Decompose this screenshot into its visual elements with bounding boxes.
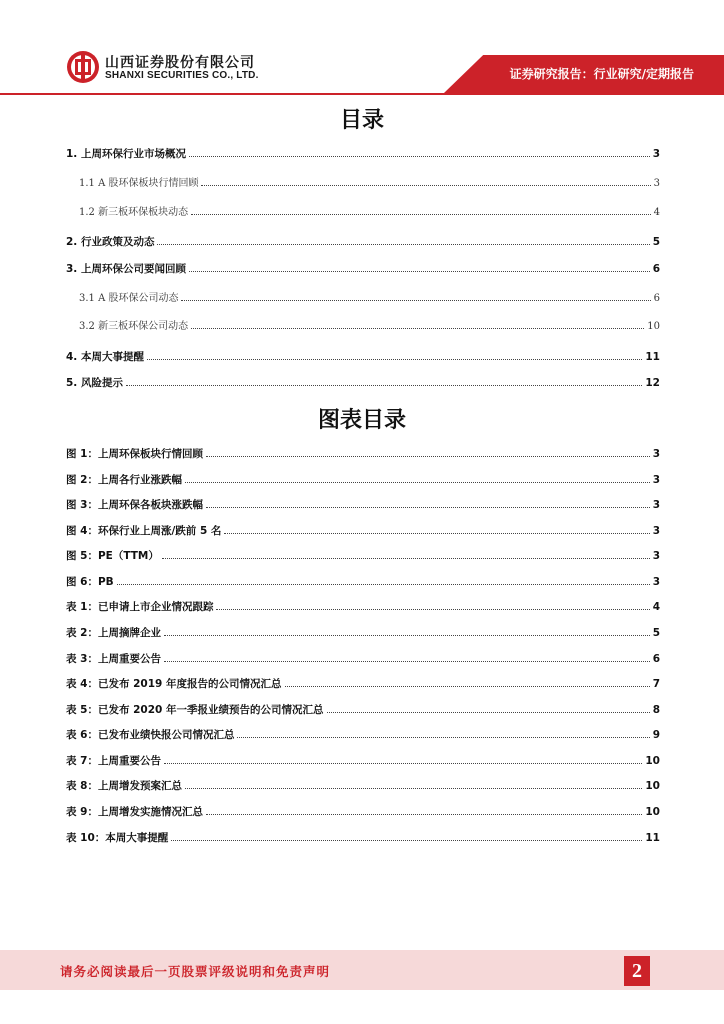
figure-item[interactable]: [66, 702, 660, 718]
toc-item-label: 3.1 A 股环保公司动态: [79, 293, 179, 304]
figure-item-page: 10: [645, 780, 660, 792]
brand-name-en: SHANXI SECURITIES CO., LTD.: [105, 70, 259, 81]
toc-leader-dots: [237, 727, 649, 738]
figure-item[interactable]: [66, 497, 660, 513]
figure-item[interactable]: [66, 625, 660, 641]
figure-item[interactable]: [66, 804, 660, 820]
toc-item-label: 1.2 新三板环保板块动态: [79, 207, 189, 218]
company-logo-icon: [66, 50, 100, 84]
toc-title: 目录: [339, 108, 384, 133]
toc-leader-dots: [191, 204, 651, 215]
figures-title: 图表目录: [317, 408, 406, 433]
toc-item[interactable]: [79, 290, 660, 306]
figure-item-label: 图 1：上周环保板块行情回顾: [66, 448, 203, 460]
figure-item[interactable]: [66, 676, 660, 692]
toc-leader-dots: [164, 753, 642, 764]
footer-disclaimer: 请务必阅读最后一页股票评级说明和免责声明: [60, 964, 331, 979]
figure-item-page: 8: [652, 704, 660, 716]
figure-item-page: 4: [652, 601, 660, 613]
header-divider: [0, 93, 724, 95]
toc-leader-dots: [201, 175, 650, 186]
figure-item-label: 表 8：上周增发预案汇总: [66, 780, 182, 792]
figure-item-page: 3: [652, 499, 660, 511]
toc-leader-dots: [206, 497, 650, 508]
figure-item-label: 表 9：上周增发实施情况汇总: [66, 806, 203, 818]
toc-item[interactable]: [79, 318, 660, 334]
toc-leader-dots: [181, 290, 650, 301]
figure-item-page: 3: [652, 525, 660, 537]
toc-item-page: 6: [652, 263, 660, 275]
figure-item-page: 3: [652, 474, 660, 486]
toc-item-page: 11: [645, 351, 660, 363]
figure-item-page: 3: [652, 576, 660, 588]
figure-item-label: 表 5：已发布 2020 年一季报业绩预告的公司情况汇总: [66, 704, 324, 716]
figure-item-page: 3: [652, 448, 660, 460]
toc-item-page: 3: [653, 178, 660, 189]
toc-item[interactable]: [66, 146, 660, 162]
page-header: [0, 0, 724, 100]
toc-item-label: 2. 行业政策及动态: [66, 236, 155, 248]
toc-leader-dots: [147, 349, 642, 360]
figure-item[interactable]: [66, 574, 660, 590]
toc-leader-dots: [327, 702, 650, 713]
toc-leader-dots: [216, 599, 649, 610]
figure-item[interactable]: [66, 446, 660, 462]
toc-leader-dots: [285, 676, 650, 687]
toc-item-label: 5. 风险提示: [66, 377, 123, 389]
figure-item[interactable]: [66, 523, 660, 539]
brand-name-cn: 山西证券股份有限公司: [105, 55, 255, 71]
toc-leader-dots: [189, 261, 650, 272]
figure-item[interactable]: [66, 753, 660, 769]
figure-item-label: 表 4：已发布 2019 年度报告的公司情况汇总: [66, 678, 282, 690]
toc-item-label: 1. 上周环保行业市场概况: [66, 148, 186, 160]
figure-item[interactable]: [66, 651, 660, 667]
toc-item[interactable]: [66, 261, 660, 277]
toc-leader-dots: [206, 446, 650, 457]
toc-leader-dots: [164, 625, 650, 636]
toc-item-label: 3.2 新三板环保公司动态: [79, 321, 189, 332]
figure-item[interactable]: [66, 727, 660, 743]
toc-leader-dots: [185, 472, 650, 483]
toc-item[interactable]: [66, 375, 660, 391]
figure-item[interactable]: [66, 548, 660, 564]
figure-item-label: 表 7：上周重要公告: [66, 755, 161, 767]
toc-item-label: 3. 上周环保公司要闻回顾: [66, 263, 186, 275]
figure-item[interactable]: [66, 472, 660, 488]
figure-item-label: 图 4：环保行业上周涨/跌前 5 名: [66, 525, 222, 537]
toc-leader-dots: [185, 778, 642, 789]
toc-item-page: 6: [653, 293, 660, 304]
figure-item-label: 图 6：PB: [66, 576, 114, 588]
figure-item-page: 5: [652, 627, 660, 639]
report-type-label: 证券研究报告：行业研究/定期报告: [509, 67, 694, 81]
toc-leader-dots: [162, 548, 650, 559]
toc-leader-dots: [164, 651, 650, 662]
toc-item-label: 1.1 A 股环保板块行情回顾: [79, 178, 199, 189]
toc-item[interactable]: [66, 234, 660, 250]
figure-item-label: 表 2：上周摘牌企业: [66, 627, 161, 639]
figure-item-label: 图 5：PE（TTM）: [66, 550, 159, 562]
toc-item-page: 3: [652, 148, 660, 160]
toc-item-page: 10: [647, 321, 660, 332]
toc-leader-dots: [206, 804, 642, 815]
figure-item-page: 3: [652, 550, 660, 562]
figure-item[interactable]: [66, 778, 660, 794]
figure-item-page: 10: [645, 806, 660, 818]
figure-item[interactable]: [66, 599, 660, 615]
toc-item-page: 5: [652, 236, 660, 248]
figure-item-page: 7: [652, 678, 660, 690]
page-number: 2: [624, 956, 650, 986]
toc-item-label: 4. 本周大事提醒: [66, 351, 144, 363]
toc-item-page: 12: [645, 377, 660, 389]
toc-item[interactable]: [79, 204, 660, 220]
toc-leader-dots: [171, 830, 642, 841]
toc-item-page: 4: [653, 207, 660, 218]
toc-leader-dots: [191, 318, 644, 329]
figure-item-label: 表 1：已申请上市企业情况跟踪: [66, 601, 214, 613]
figure-item-label: 表 6：已发布业绩快报公司情况汇总: [66, 729, 235, 741]
figure-item-page: 6: [652, 653, 660, 665]
toc-item[interactable]: [66, 349, 660, 365]
figure-item-label: 表 3：上周重要公告: [66, 653, 161, 665]
figure-item-label: 表 10：本周大事提醒: [66, 832, 169, 844]
figure-item-label: 图 2：上周各行业涨跌幅: [66, 474, 182, 486]
figure-item-page: 11: [645, 832, 660, 844]
toc-leader-dots: [189, 146, 650, 157]
toc-item[interactable]: [79, 175, 660, 191]
toc-leader-dots: [157, 234, 649, 245]
figure-item-page: 9: [652, 729, 660, 741]
toc-leader-dots: [224, 523, 649, 534]
figure-item-label: 图 3：上周环保各板块涨跌幅: [66, 499, 203, 511]
toc-leader-dots: [126, 375, 642, 386]
figure-item[interactable]: [66, 830, 660, 846]
figure-item-page: 10: [645, 755, 660, 767]
toc-leader-dots: [117, 574, 650, 585]
